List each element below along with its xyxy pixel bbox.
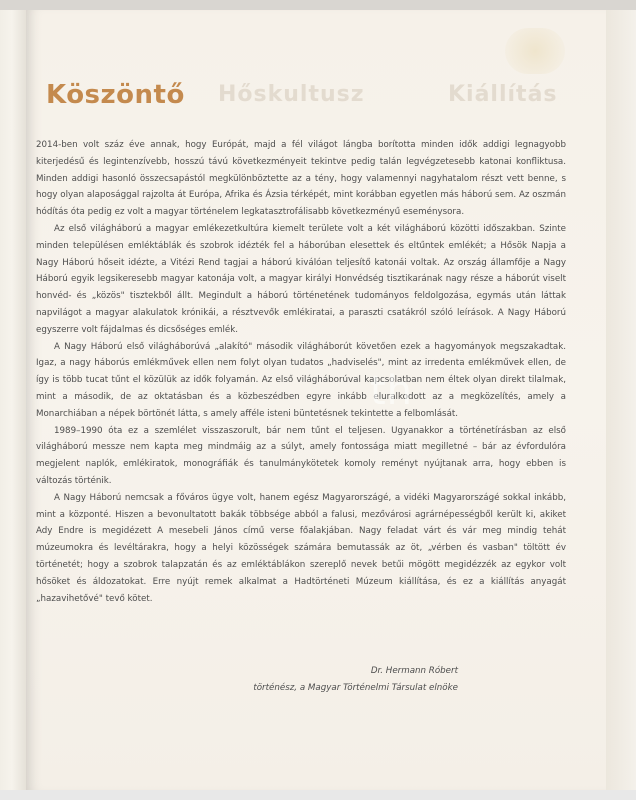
signature-block bbox=[253, 663, 458, 697]
paragraph-3: A Nagy Háború első világháborúvá „alakító" második világháborút követően ezek a hagyományok megszakadtak. Igaz, a nagy háborús emlékművek ellen nem folyt olyan tudatos „hadviselés", mint az irredenta emlékművek ellen, de így is több tucat tűnt el közülük az idők folyamán. Az első világháborúval kapcsolatban nem éltek olyan direkt tilalmak, mint a második, de az oktatásban és a közbeszédben egyre inkább eluralkodott az a megközelítés, amely a Monarchiában a népek börtönét látta, s amely afféle isteni büntetésnek tekintette a felbomlását. bbox=[36, 341, 566, 419]
signature-title: történész, a Magyar Történelmi Társulat elnöke bbox=[253, 683, 458, 693]
book-spine-edge bbox=[0, 10, 26, 795]
paragraph-2: Az első világháború a magyar emlékezetkultúra kiemelt területe volt a két világháború közötti időszakban. Szinte minden településen emléktáblák és szobrok idézték fel a háborúban elesettek és eltűntek emlékét; a Hősök Napja a Nagy Háború hőseit idézte, a Vitézi Rend tagjai a háború kiválóan teljesítő katonái voltak. Az ország államfője a Nagy Háború egyik legsikeresebb magyar katonája volt, a magyar királyi Honvédség tisztikarának nagy része a háborút viselt honvéd- és „közös" tisztekből állt. Megindult a háború történetének tudományos feldolgozása, egymás után láttak napvilágot a magyar alakulatok krónikái, a résztvevők emlékiratai, a paraszti csatákról szóló leírások. A Nagy Háború egyszerre volt fájdalmas és dicsőséges emlék. bbox=[36, 223, 566, 335]
page-title: Köszöntő bbox=[46, 80, 185, 110]
bleed-through-text-1: Hőskultusz bbox=[218, 82, 365, 107]
bleed-through-emblem bbox=[505, 28, 565, 74]
book-bottom-edge bbox=[0, 790, 636, 800]
signature-name: Dr. Hermann Róbert bbox=[370, 666, 458, 676]
paragraph-5: A Nagy Háború nemcsak a főváros ügye volt, hanem egész Magyarországé, a vidéki Magyarországé sokkal inkább, mint a központé. Hiszen a bevonultatott bakák többsége abból a falusi, mezővárosi agrárnépességből került ki, akiket Ady Endre is megidézett A mesebeli János című verse főalakjában. Nagy feladat várt és vár meg mindig tehát múzeumokra és levéltárakra, hogy a helyi közösségek számára bemutassák az öt, „vérben és vasban" töltött év történetét; hogy a szobrok talapzatán és az emléktáblákon szereplő nevek betűi mögött megidézzék az egykor volt hősöket és áldozatokat. Erre nyújt remek alkalmat a Hadtörténeti Múzeum kiállítása, és ez a kiállítás anyagát „hazavihetővé" tevő kötet. bbox=[36, 492, 566, 604]
body-text bbox=[36, 137, 566, 607]
paragraph-4: 1989–1990 óta ez a szemlélet visszaszorult, bár nem tűnt el teljesen. Ugyanakkor a történetírásban az első világháború messze nem kapta meg mindmáig az a súlyt, amely fontossága miatt megilletné – bár az évfordulóra megjelent naplók, emlékiratok, monográfiák és tanulmánykötetek komoly reményt nyújtanak arra, hogy ebben is változás történik. bbox=[36, 425, 566, 486]
bleed-through-text-2: Kiállítás bbox=[448, 82, 558, 107]
paragraph-1: 2014-ben volt száz éve annak, hogy Európát, majd a fél világot lángba borította minden idők addigi legnagyobb kiterjedésű és legintenzívebb, hosszú távú következményeit tekintve pedig talán legvégzetesebb katonai konfliktusa. Minden addigi hasonló összecsapástól megkülönböztette az a tény, hogy valamennyi nagyhatalom részt vett benne, s hogy olyan alaposággal rajzolta át Európa, Afrika és Ázsia térképét, mint korábban egyetlen más háború sem. Az oszmán hódítás óta pedig ez volt a magyar történelem legkatasztrofálisabb következményű eseménysora. bbox=[36, 140, 566, 218]
page-right-rim bbox=[606, 10, 636, 790]
watermark: th bbox=[370, 368, 414, 414]
